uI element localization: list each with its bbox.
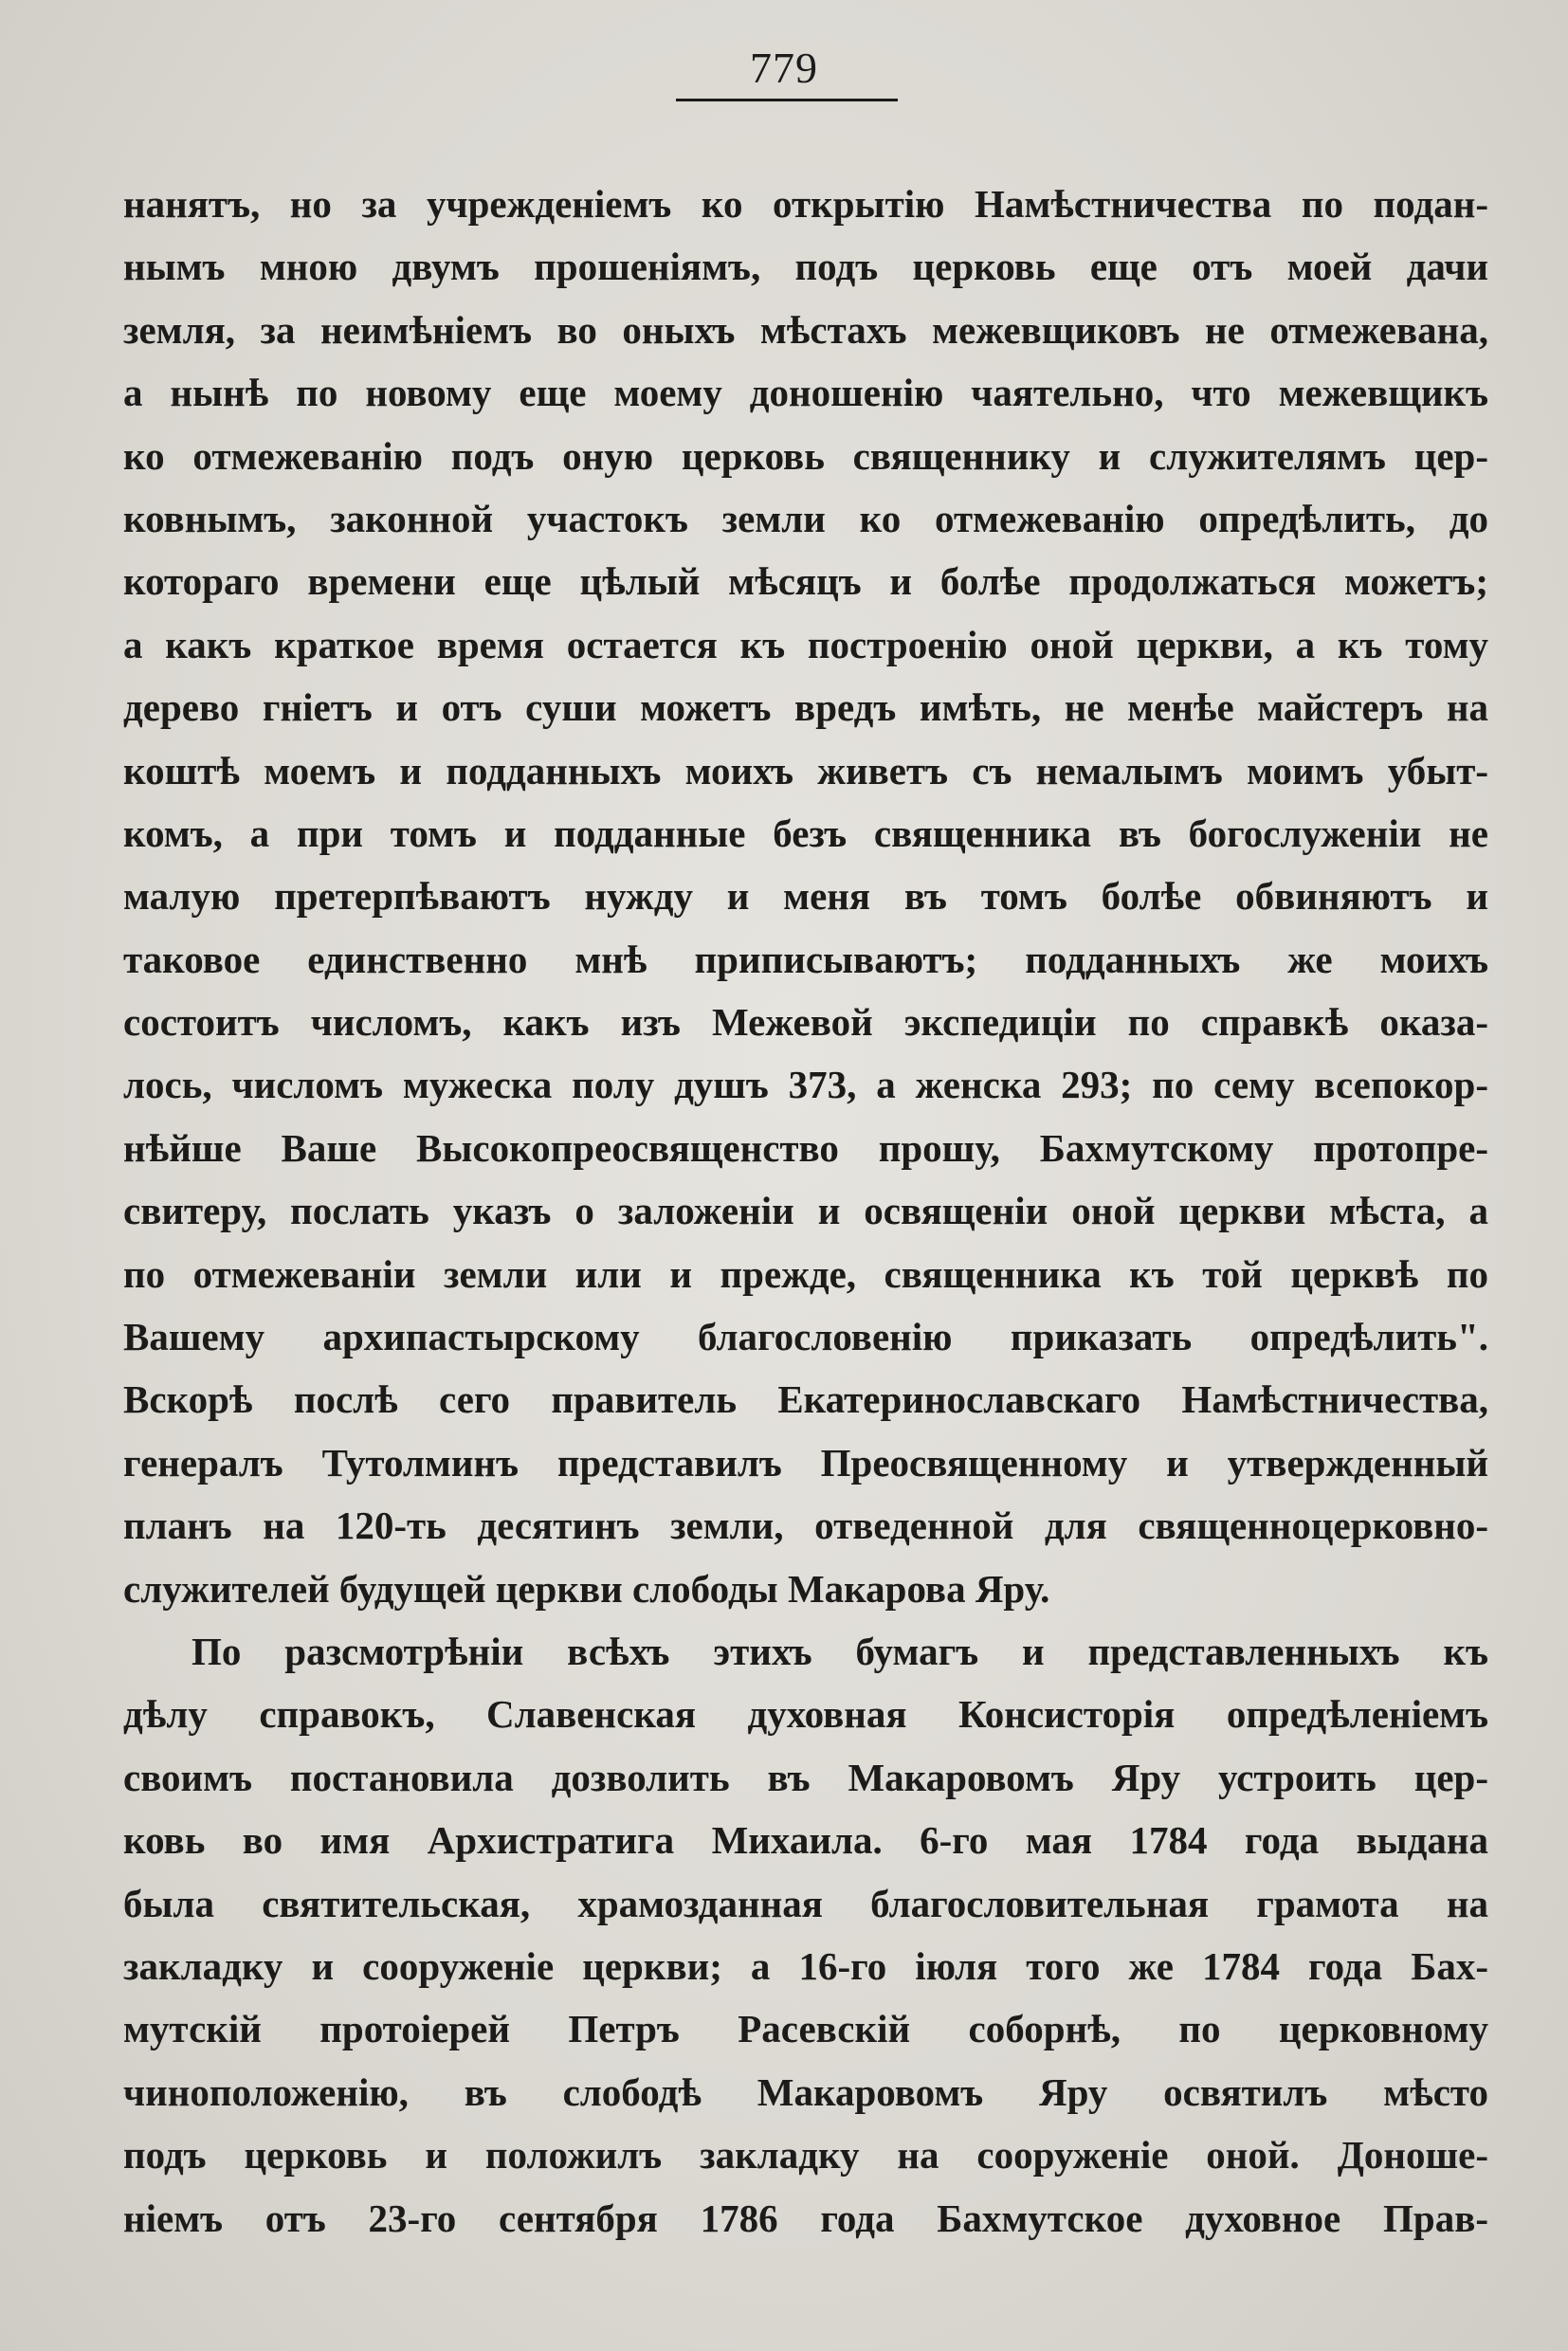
- text-line: По разсмотрѣніи всѣхъ этихъ бумагъ и представленныхъ къ: [191, 1629, 1488, 1673]
- text-line: комъ, а при томъ и подданные безъ священника въ богослуженіи не: [123, 811, 1488, 855]
- text-line: ніемъ отъ 23-го сентября 1786 года Бахмутское духовное Прав-: [123, 2196, 1488, 2240]
- text-line: планъ на 120-ть десятинъ земли, отведенной для священноцерковно-: [123, 1504, 1488, 1548]
- text-line: служителей будущей церкви слободы Макарова Яру.: [123, 1566, 1050, 1611]
- text-line: нымъ мною двумъ прошеніямъ, подъ церковь еще отъ моей дачи: [123, 245, 1488, 289]
- text-line: коштѣ моемъ и подданныхъ моихъ живетъ съ немалымъ моимъ убыт-: [123, 748, 1488, 793]
- text-line: чиноположенію, въ слободѣ Макаровомъ Яру освятилъ мѣсто: [123, 2069, 1488, 2114]
- text-line: дерево гніетъ и отъ суши можетъ вредъ имѣть, не менѣе майстеръ на: [123, 685, 1488, 730]
- text-line: а нынѣ по новому еще моему доношенію чаятельно, что межевщикъ: [123, 371, 1488, 415]
- text-line: была святительская, храмозданная благословительная грамота на: [123, 1881, 1488, 1925]
- text-line: Вскорѣ послѣ сего правитель Екатеринославскаго Намѣстничества,: [123, 1377, 1488, 1422]
- text-line: котораго времени еще цѣлый мѣсяцъ и болѣе продолжаться можетъ;: [123, 559, 1488, 604]
- text-line: а какъ краткое время остается къ построенію оной церкви, а къ тому: [123, 622, 1488, 666]
- text-line: мутскій протоіерей Петръ Расевскій соборнѣ, по церковному: [123, 2007, 1488, 2051]
- text-line: лось, числомъ мужеска полу душъ 373, а женска 293; по сему всепокор-: [123, 1063, 1488, 1107]
- text-line: подъ церковь и положилъ закладку на сооруженіе оной. Доноше-: [123, 2133, 1488, 2178]
- text-line: ко отмежеванію подъ оную церковь священнику и служителямъ цер-: [123, 433, 1488, 478]
- body-text: [123, 173, 1488, 2250]
- text-line: таковое единственно мнѣ приписываютъ; подданныхъ же моихъ: [123, 937, 1488, 981]
- text-line: нанятъ, но за учрежденіемъ ко открытію Намѣстничества по подан-: [123, 182, 1488, 226]
- text-line: по отмежеваніи земли или и прежде, священника къ той церквѣ по: [123, 1251, 1488, 1296]
- text-line: закладку и сооруженіе церкви; а 16-го іюля того же 1784 года Бах-: [123, 1943, 1488, 1988]
- text-line: свитеру, послать указъ о заложеніи и освященіи оной церкви мѣста, а: [123, 1189, 1488, 1233]
- text-line: дѣлу справокъ, Славенская духовная Консисторія опредѣленіемъ: [123, 1692, 1488, 1737]
- text-line: состоитъ числомъ, какъ изъ Межевой экспедиціи по справкѣ оказа-: [123, 1000, 1488, 1045]
- text-line: Вашему архипастырскому благословенію приказать опредѣлить".: [123, 1315, 1488, 1359]
- text-line: нѣйше Ваше Высокопреосвященство прошу, Бахмутскому протопре-: [123, 1125, 1488, 1170]
- text-line: малую претерпѣваютъ нужду и меня въ томъ болѣе обвиняютъ и: [123, 874, 1488, 919]
- text-line: своимъ постановила дозволить въ Макаровомъ Яру устроить цер-: [123, 1755, 1488, 1799]
- text-line: ковь во имя Архистратига Михаила. 6-го мая 1784 года выдана: [123, 1818, 1488, 1863]
- page-number: 779: [750, 44, 818, 92]
- text-line: генералъ Тутолминъ представилъ Преосвященному и утвержденный: [123, 1440, 1488, 1485]
- text-line: ковнымъ, законной участокъ земли ко отмежеванію опредѣлить, до: [123, 496, 1488, 540]
- page-number-rule: [676, 99, 898, 101]
- text-line: земля, за неимѣніемъ во оныхъ мѣстахъ межевщиковъ не отмежевана,: [123, 307, 1488, 352]
